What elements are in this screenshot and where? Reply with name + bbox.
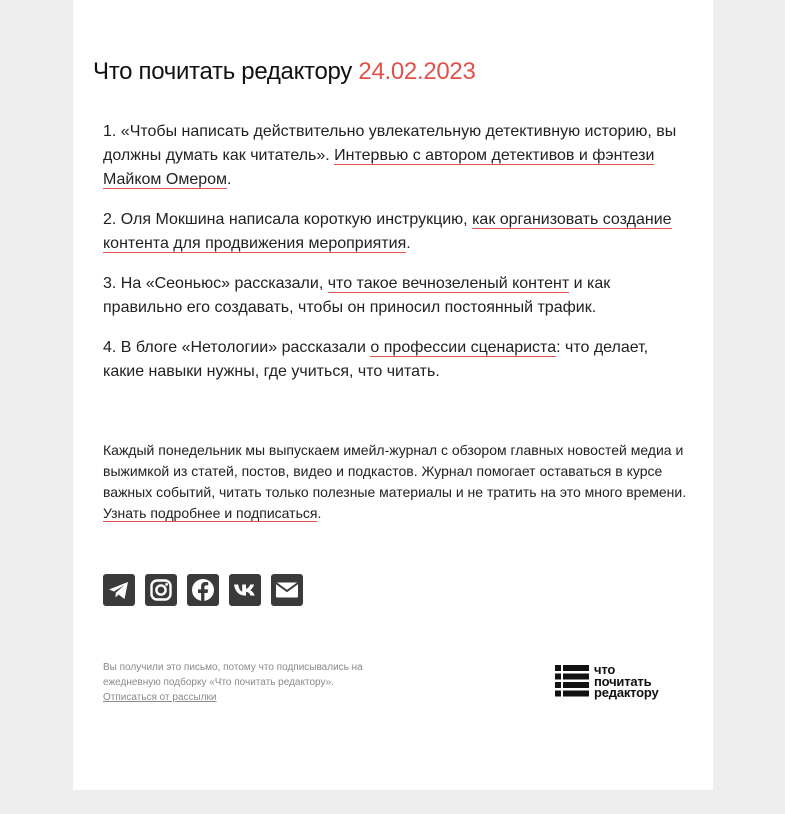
item-text: 2. Оля Мокшина написала короткую инструкцию, xyxy=(103,211,473,228)
facebook-icon[interactable] xyxy=(187,574,219,606)
logo-line: редактору xyxy=(594,685,659,700)
footer-notice xyxy=(103,660,393,705)
item-text-after: . xyxy=(227,171,232,188)
article-link[interactable]: что такое вечнозеленый контент xyxy=(327,275,570,292)
article-link[interactable]: Интервью с автором детективов и фэнтези Майком Омером xyxy=(103,147,655,188)
title-text: Что почитать редактору xyxy=(93,58,353,85)
about-text-after: . xyxy=(317,505,322,521)
social-links xyxy=(103,574,303,606)
logo-line: что xyxy=(594,662,616,677)
issue-date: 24.02.2023 xyxy=(358,58,476,85)
item-text: 1. «Чтобы написать действительно увлекательную детективную историю, вы должны думать как читатель». xyxy=(103,123,677,164)
subscription-notice: Вы получили это письмо, потому что подписывались на ежедневную подборку «Что почитать редактору». xyxy=(103,662,363,688)
instagram-icon[interactable] xyxy=(145,574,177,606)
item-text: 4. В блоге «Нетологии» рассказали xyxy=(103,339,371,356)
vk-icon[interactable] xyxy=(229,574,261,606)
telegram-icon[interactable] xyxy=(103,574,135,606)
item-text-after: : что делает, какие навыки нужны, где учиться, что читать. xyxy=(103,339,649,380)
page-title xyxy=(93,58,476,86)
item-text: 3. На «Сеоньюс» рассказали, xyxy=(103,275,328,292)
article-link[interactable]: как организовать создание контента для продвижения мероприятия xyxy=(103,211,672,252)
item-text-after: . xyxy=(406,235,411,252)
newsletter-card xyxy=(73,0,713,790)
unsubscribe-link[interactable]: Отписаться от рассылки xyxy=(103,692,217,703)
list-item xyxy=(103,120,678,192)
subscribe-link[interactable]: Узнать подробнее и подписаться xyxy=(103,505,318,521)
article-link[interactable]: о профессии сценариста xyxy=(370,339,557,356)
logo-line: почитать xyxy=(594,673,652,689)
logo-mark-icon xyxy=(555,664,589,698)
about-text: Каждый понедельник мы выпускаем имейл-журнал с обзором главных новостей медиа и выжимкой из статей, постов, видео и подкастов. Журнал помогает оставаться в курсе важных событий, читать только полезные материалы и не тратить на это много времени. xyxy=(103,442,687,500)
news-list xyxy=(103,120,678,400)
email-icon[interactable] xyxy=(271,574,303,606)
brand-logo[interactable] xyxy=(555,664,659,699)
list-item xyxy=(103,208,678,256)
about-paragraph xyxy=(103,440,688,524)
list-item xyxy=(103,336,678,384)
list-item xyxy=(103,272,678,320)
logo-text xyxy=(594,664,659,699)
item-text-after: и как правильно его создавать, чтобы он приносил постоянный трафик. xyxy=(103,275,611,316)
